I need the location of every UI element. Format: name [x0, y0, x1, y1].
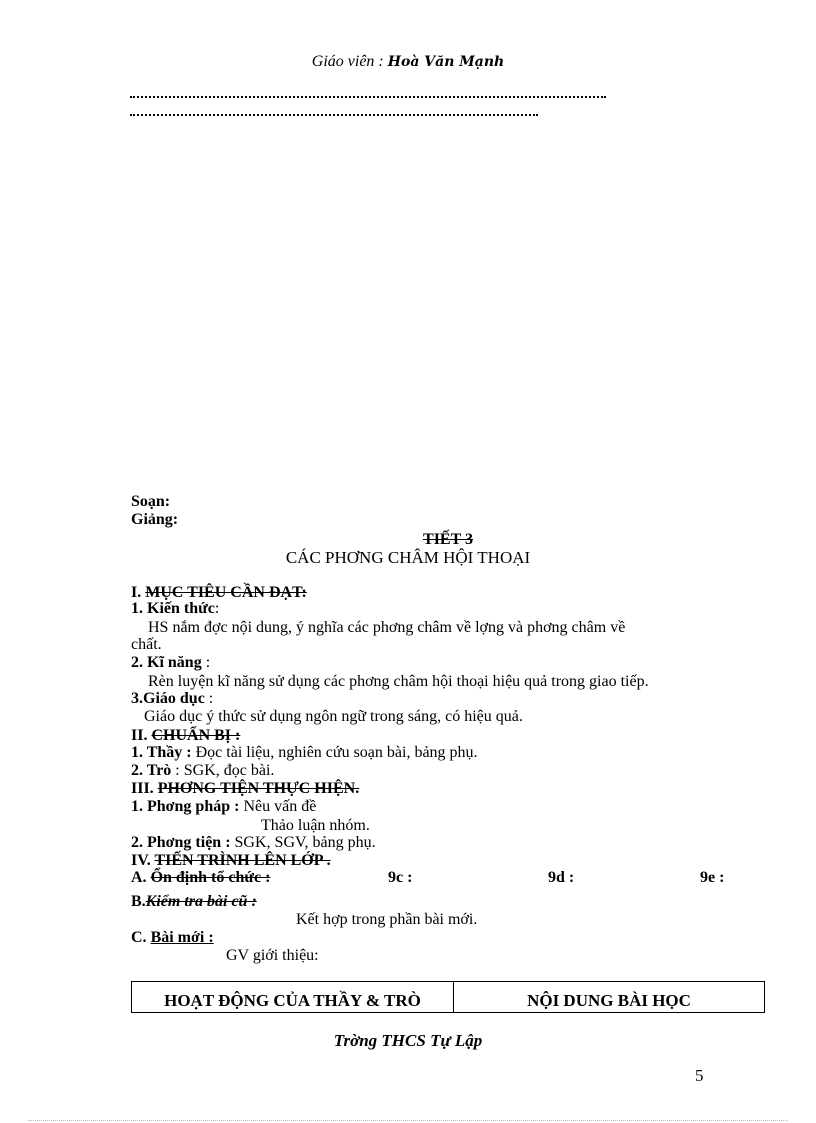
skills-label: 2. Kĩ năng — [131, 654, 202, 671]
dotted-line — [130, 96, 606, 98]
table-header-activity: HOẠT ĐỘNG CỦA THẦY & TRÒ — [132, 982, 454, 1013]
skills-text: Rèn luyện kĩ năng sử dụng các phơng châm hội thoại hiệu quả trong giao tiếp. — [148, 673, 649, 690]
section-2-num: II. — [131, 727, 148, 744]
skills-colon: : — [205, 654, 211, 671]
knowledge-text-cont: chất. — [131, 636, 162, 653]
section-2-title: CHUẨN BỊ : — [151, 727, 241, 744]
table-header-content: NỘI DUNG BÀI HỌC — [454, 982, 765, 1013]
section-3-heading — [131, 780, 359, 798]
school-name: Trờng THCS Tự Lập — [333, 1031, 483, 1050]
header-prefix: Giáo viên : — [311, 53, 384, 70]
page-number: 5 — [695, 1066, 704, 1085]
class-9e: 9e : — [700, 869, 725, 886]
page-bottom-rule — [28, 1120, 788, 1121]
teacher-prep-label: 1. Thầy : — [131, 744, 192, 761]
method-text: Nêu vấn đề — [243, 798, 317, 815]
review-label: B. — [131, 893, 146, 910]
section-3-num: III. — [131, 780, 154, 797]
org-row — [131, 869, 270, 887]
org-text: Ổn định tổ chức : — [150, 869, 271, 886]
knowledge-colon: : — [214, 600, 220, 617]
knowledge-heading — [131, 600, 219, 618]
section-1-num: I. — [131, 584, 142, 601]
teacher-name: Hoà Văn Mạnh — [387, 54, 505, 70]
review-text: Kiểm tra bài cũ : — [145, 893, 257, 910]
education-heading — [131, 690, 213, 708]
giang-label: Giảng: — [131, 511, 179, 528]
review-content: Kết hợp trong phần bài mới. — [296, 911, 478, 928]
student-prep-label: 2. Trò — [131, 762, 172, 779]
new-lesson-content: GV giới thiệu: — [226, 947, 319, 964]
class-9c: 9c : — [388, 869, 413, 886]
review-row — [131, 893, 257, 911]
class-9d: 9d : — [548, 869, 575, 886]
lesson-number: TIẾT 3 — [423, 531, 473, 548]
education-colon: : — [208, 690, 214, 707]
method — [131, 798, 316, 816]
skills-heading — [131, 654, 210, 672]
dotted-line — [130, 114, 538, 116]
knowledge-label: 1. Kiến thức — [131, 600, 215, 617]
section-4-num: IV. — [131, 852, 151, 869]
section-4-heading — [131, 852, 331, 870]
education-text: Giáo dục ý thức sử dụng ngôn ngữ trong sáng, có hiệu quả. — [144, 708, 523, 725]
method-label: 1. Phơng pháp : — [131, 798, 240, 815]
new-lesson-row — [131, 929, 214, 947]
means-text: SGK, SGV, bảng phụ. — [234, 834, 376, 851]
activity-table — [131, 981, 765, 1013]
section-4-title: TIẾN TRÌNH LÊN LỚP . — [154, 852, 331, 869]
student-prep-text: : SGK, đọc bài. — [175, 762, 275, 779]
soan-label: Soạn: — [131, 493, 171, 510]
education-label: 3.Giáo dục — [131, 690, 205, 707]
teacher-prep-text: Đọc tài liệu, nghiên cứu soạn bài, bảng phụ. — [195, 744, 478, 761]
lesson-title: CÁC PHƠNG CHÂM HỘI THOẠI — [285, 548, 531, 567]
teacher-prep — [131, 744, 478, 762]
new-lesson-label: C. — [131, 929, 147, 946]
student-prep — [131, 762, 274, 780]
section-3-title: PHƠNG TIỆN THỰC HIỆN. — [157, 780, 360, 797]
means — [131, 834, 376, 852]
section-2-heading — [131, 727, 240, 745]
knowledge-text: HS nắm đợc nội dung, ý nghĩa các phơng châm về lợng và phơng châm về — [148, 619, 626, 636]
means-label: 2. Phơng tiện : — [131, 834, 231, 851]
section-1-title: MỤC TIÊU CẦN ĐẠT: — [145, 584, 307, 601]
org-label: A. — [131, 869, 147, 886]
page-header — [0, 53, 816, 71]
table-header-row — [132, 982, 765, 1013]
new-lesson-text: Bài mới : — [150, 929, 214, 946]
method-text-2: Thảo luận nhóm. — [261, 817, 370, 834]
